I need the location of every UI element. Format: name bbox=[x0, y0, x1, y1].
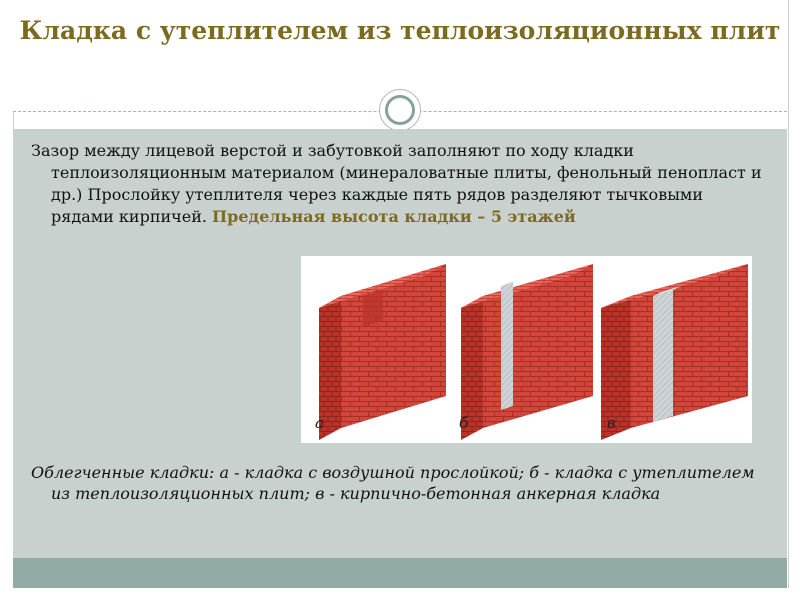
body-text: Зазор между лицевой верстой и забутовкой заполняют по ходу кладки теплоизоляционным материалом (минераловатные плиты, фенольный пенопласт и др.) Прослойку утеплителя через каждые пять рядов разделяют тычковыми рядами кирпичей. bbox=[31, 141, 762, 226]
figure-caption: Облегченные кладки: а - кладка с воздушной прослойкой; б - кладка с утеплителем из теплоизоляционных плит; в - кирпично-бетонная анкерная кладка bbox=[31, 463, 755, 503]
wall-a-drawing bbox=[319, 264, 446, 440]
divider-circle-ornament bbox=[379, 89, 421, 131]
figure-label-c: в bbox=[607, 414, 616, 432]
figure-label-b: б bbox=[459, 414, 469, 432]
wall-c-drawing bbox=[601, 264, 748, 440]
wall-b-drawing bbox=[461, 264, 593, 440]
height-limit-highlight: Предельная высота кладки – 5 этажей bbox=[212, 207, 576, 226]
masonry-illustration bbox=[301, 256, 752, 443]
slide-title: Кладка с утеплителем из теплоизоляционных плит bbox=[19, 16, 781, 45]
figure-label-a: а bbox=[315, 414, 324, 432]
divider-ring-icon bbox=[385, 95, 415, 125]
body-paragraph bbox=[31, 140, 767, 228]
masonry-figure bbox=[301, 256, 752, 443]
content-area bbox=[13, 129, 787, 558]
bottom-bar bbox=[13, 558, 787, 588]
